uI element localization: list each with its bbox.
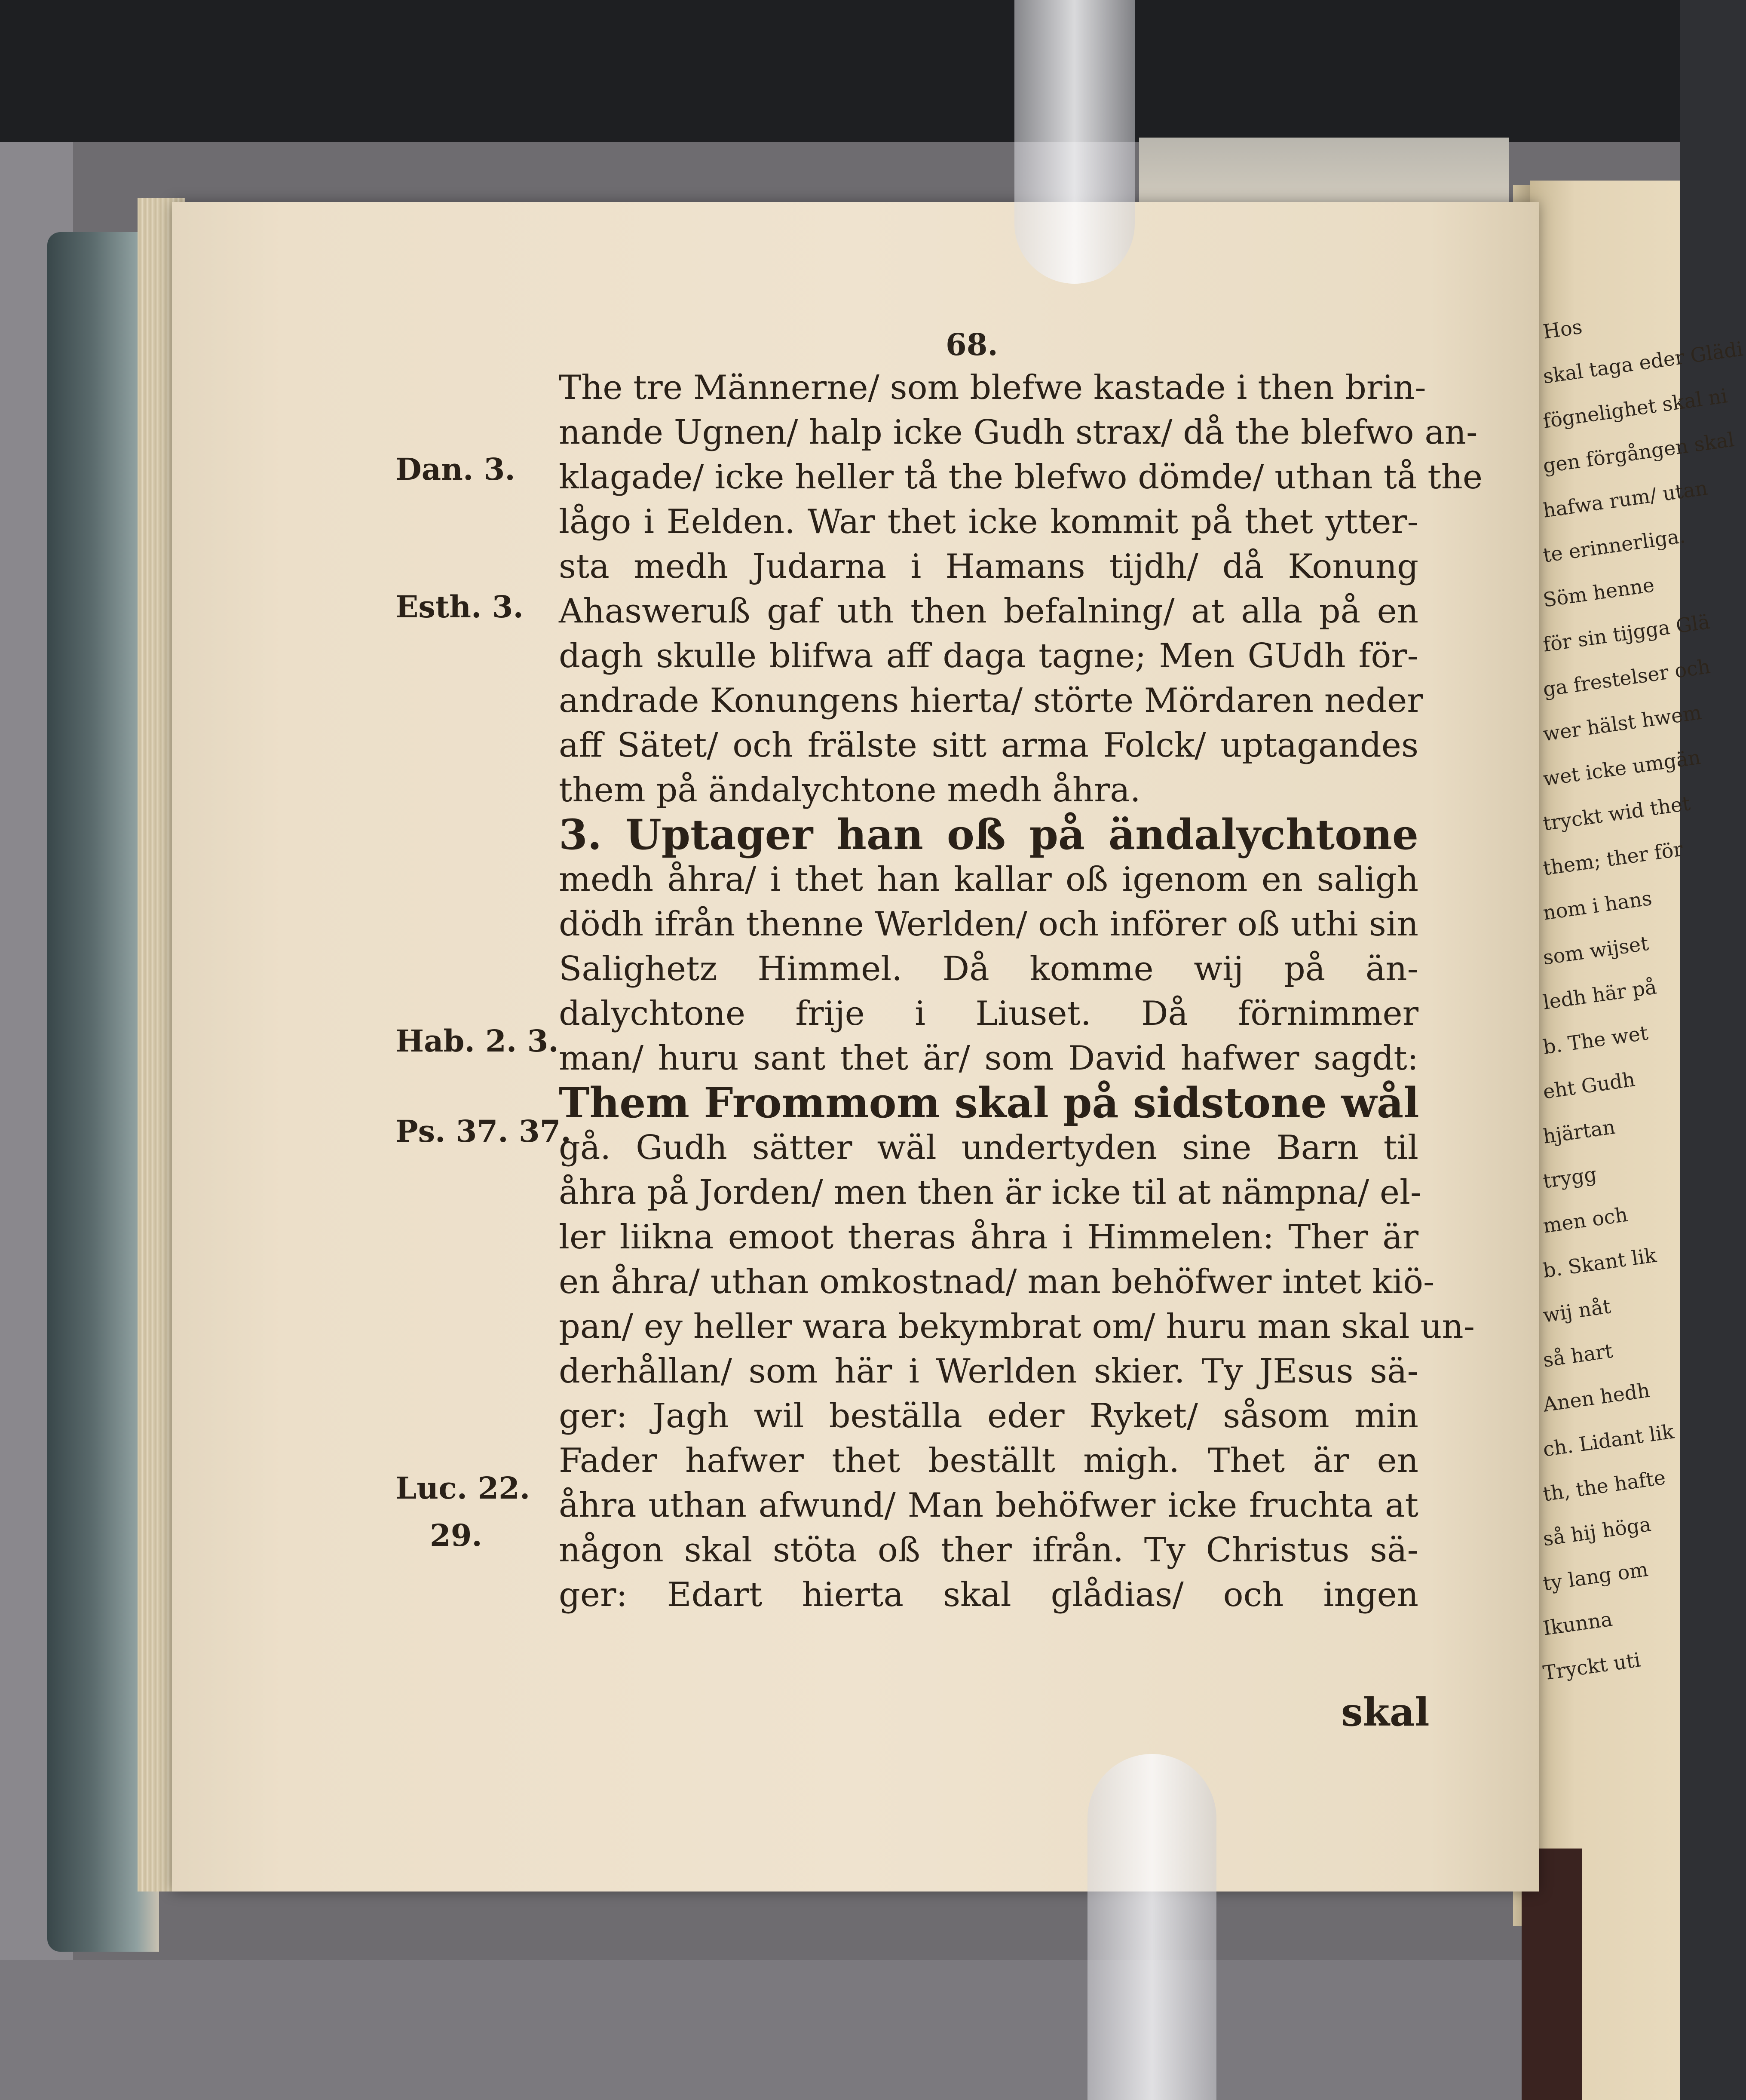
text-line: dalychtone frije i Liuset. Då förnimmer xyxy=(559,994,1418,1033)
facing-line: ty lang om xyxy=(1541,1557,1650,1595)
margin-reference: 29. xyxy=(430,1518,482,1553)
facing-line: gen förgången skal xyxy=(1541,427,1736,478)
text-line: them på ändalychtone medh åhra. xyxy=(559,771,1141,809)
text-line: derhållan/ som här i Werlden skier. Ty JEsus sä- xyxy=(559,1352,1418,1391)
text-line: nande Ugnen/ halp icke Gudh strax/ då the blefwo an- xyxy=(559,413,1478,452)
background-top-strip xyxy=(0,0,1680,142)
facing-line: skal taga eder Glädi xyxy=(1541,337,1745,388)
facing-line: eht Gudh xyxy=(1541,1067,1637,1104)
facing-page-text xyxy=(1541,310,1745,1695)
text-line: åhra på Jorden/ men then är icke til at nämpna/ el- xyxy=(559,1173,1422,1212)
facing-line: så hart xyxy=(1541,1339,1614,1372)
text-line: aff Sätet/ och frälste sitt arma Folck/ uptagandes xyxy=(559,726,1418,765)
facing-line: ledh här på xyxy=(1541,975,1658,1014)
facing-line: så hij höga xyxy=(1541,1512,1653,1551)
text-line: andrade Konungens hierta/ störte Mördaren neder xyxy=(559,681,1423,720)
page-number: 68. xyxy=(946,327,998,362)
text-line: lågo i Eelden. War thet icke kommit på thet ytter- xyxy=(559,503,1418,541)
facing-line: ga frestelser och xyxy=(1541,654,1712,701)
text-line: pan/ ey heller wara bekymbrat om/ huru man skal un- xyxy=(559,1307,1475,1346)
margin-reference: Hab. 2. 3. xyxy=(395,1023,559,1059)
text-line: ger: Edart hierta skal glådias/ och ingen xyxy=(559,1576,1418,1614)
text-line: Ahasweruß gaf uth then befalning/ at alla på en xyxy=(559,592,1418,631)
facing-line: te erinnerliga. xyxy=(1541,524,1687,567)
text-line: ger: Jagh wil beställa eder Ryket/ såsom min xyxy=(559,1397,1418,1435)
page-body-text xyxy=(559,365,1483,1617)
facing-line: Hos xyxy=(1541,315,1584,343)
facing-line: men och xyxy=(1541,1202,1630,1238)
facing-line: som wijset xyxy=(1541,931,1650,969)
margin-reference: Luc. 22. xyxy=(395,1470,530,1506)
facing-line: trygg xyxy=(1541,1162,1598,1193)
facing-line: b. The wet xyxy=(1541,1021,1650,1059)
section-heading-line: 3. Uptager han oß på ändalychtone xyxy=(559,810,1418,859)
facing-line: wij nåt xyxy=(1541,1294,1612,1327)
text-line: någon skal stöta oß ther ifrån. Ty Christus sä- xyxy=(559,1531,1418,1570)
facing-line: wet icke umgän xyxy=(1541,745,1702,791)
text-line: en åhra/ uthan omkostnad/ man behöfwer intet kiö- xyxy=(559,1263,1435,1301)
margin-reference: Ps. 37. 37. xyxy=(395,1113,571,1149)
facing-line: fögnelighet skal ni xyxy=(1541,384,1729,433)
facing-line: hafwa rum/ utan xyxy=(1541,476,1709,522)
text-line: medh åhra/ i thet han kallar oß igenom en saligh xyxy=(559,860,1418,899)
facing-line: tryckt wid thet xyxy=(1541,791,1692,835)
page-holder-clip-top xyxy=(1014,0,1135,284)
catchword: skal xyxy=(1341,1689,1430,1735)
text-line: man/ huru sant thet är/ som David hafwer sagdt: xyxy=(559,1039,1418,1078)
text-line: åhra uthan afwund/ Man behöfwer icke fruchta at xyxy=(559,1486,1418,1525)
text-line: klagade/ icke heller tå the blefwo dömde/ uthan tå the xyxy=(559,458,1483,497)
background-bottom-card xyxy=(0,1960,1680,2100)
facing-line: b. Skant lik xyxy=(1541,1243,1658,1282)
text-line: gå. Gudh sätter wäl undertyden sine Barn til xyxy=(559,1128,1418,1167)
facing-line: th, the hafte xyxy=(1541,1465,1667,1506)
facing-line: ch. Lidant lik xyxy=(1541,1419,1676,1461)
facing-line: hjärtan xyxy=(1541,1115,1617,1148)
facing-line: för sin tijgga Glä xyxy=(1541,610,1712,656)
facing-line: Tryckt uti xyxy=(1541,1648,1642,1685)
facing-line: Söm henne xyxy=(1541,573,1656,612)
text-line: dagh skulle blifwa aff daga tagne; Men GUdh för- xyxy=(559,637,1418,675)
text-line: sta medh Judarna i Hamans tijdh/ då Konung xyxy=(559,547,1418,586)
text-line: Fader hafwer thet beställt migh. Thet är en xyxy=(559,1441,1418,1480)
text-line: dödh ifrån thenne Werlden/ och införer oß uthi sin xyxy=(559,905,1418,944)
facing-line: them; ther för xyxy=(1541,837,1685,880)
facing-line: Ikunna xyxy=(1541,1607,1614,1640)
facing-line: nom i hans xyxy=(1541,886,1654,925)
margin-reference: Dan. 3. xyxy=(395,451,515,487)
page-holder-clip-bottom xyxy=(1087,1754,1216,2100)
text-line: The tre Männerne/ som blefwe kastade i then brin- xyxy=(559,368,1426,407)
quote-line: Them Frommom skal på sidstone wål xyxy=(559,1079,1419,1127)
margin-reference: Esth. 3. xyxy=(395,589,524,625)
text-line: Salighetz Himmel. Då komme wij på än- xyxy=(559,950,1418,988)
text-line: ler liikna emoot theras åhra i Himmelen: Ther är xyxy=(559,1218,1418,1257)
facing-line: wer hälst hwem xyxy=(1541,700,1703,746)
facing-line: Anen hedh xyxy=(1541,1378,1651,1416)
